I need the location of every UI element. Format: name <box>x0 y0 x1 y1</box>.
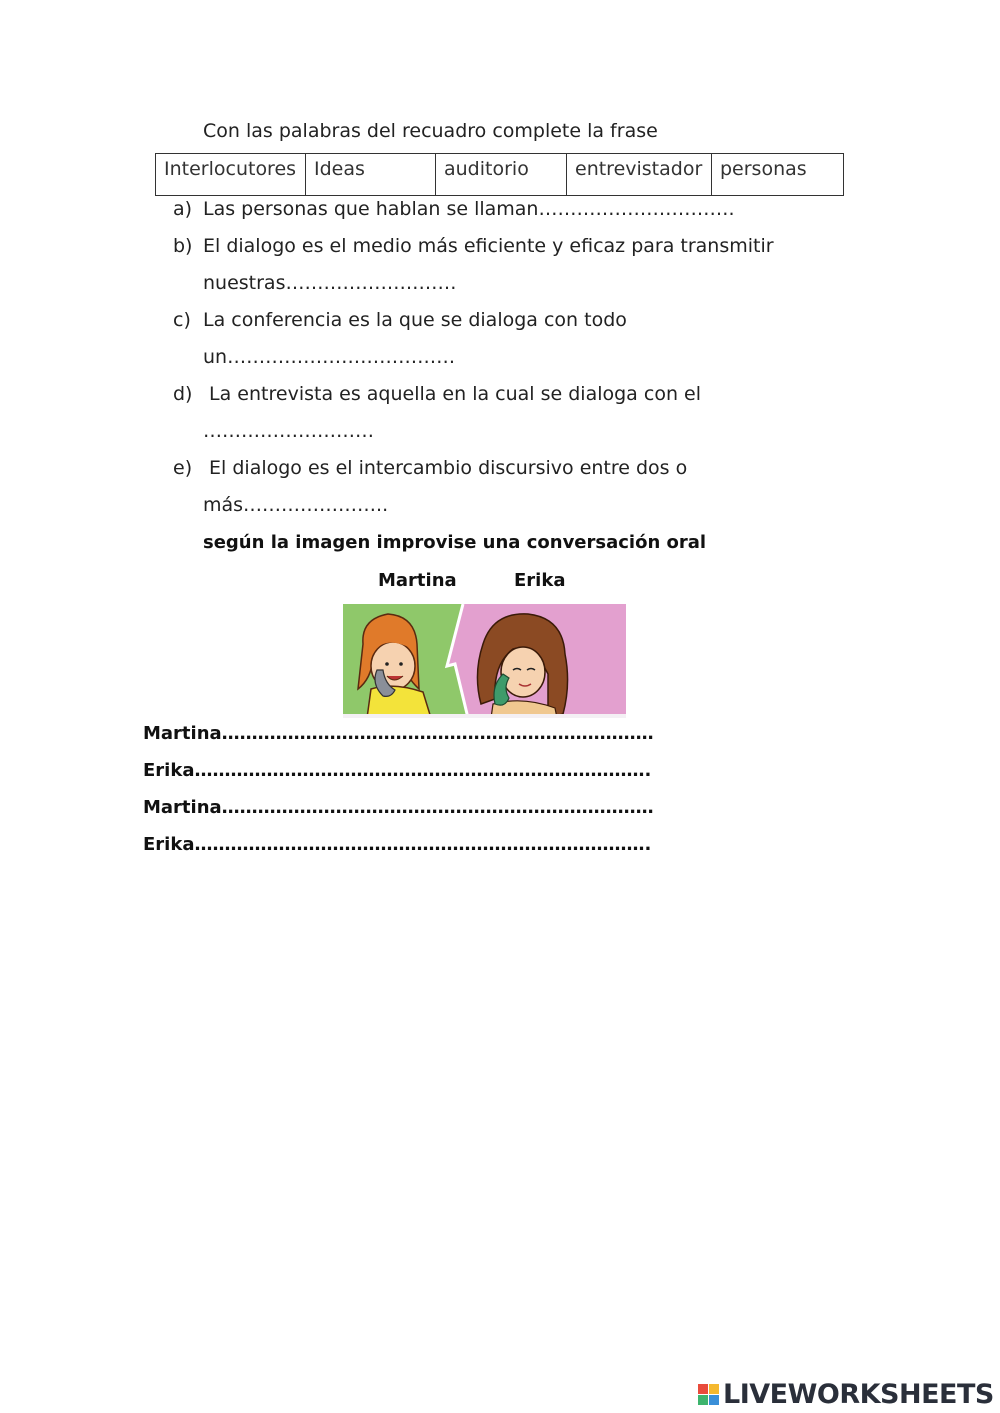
word-box-cell: personas <box>712 154 844 196</box>
question-d <box>173 383 701 405</box>
character-name-left: Martina <box>378 570 457 591</box>
question-e-blank: más………………….. <box>203 494 389 516</box>
question-text: El dialogo es el intercambio discursivo entre dos o <box>203 457 688 479</box>
dialogue-line-4: Erika…………………………………………………………………. <box>143 834 652 855</box>
instruction-text: Con las palabras del recuadro complete la frase <box>203 120 658 142</box>
character-name-right: Erika <box>514 570 566 591</box>
question-c-blank: un……………………………… <box>203 346 456 368</box>
word-box-cell: auditorio <box>436 154 567 196</box>
question-b <box>173 235 774 257</box>
dialogue-line-2: Erika…………………………………………………………………. <box>143 760 652 781</box>
logo-text: LIVEWORKSHEETS <box>723 1378 994 1410</box>
question-text: Las personas que hablan se llaman…………………………. <box>203 198 735 220</box>
word-box-cell: entrevistador <box>567 154 712 196</box>
question-text: La conferencia es la que se dialoga con todo <box>203 309 627 331</box>
question-text: La entrevista es aquella en la cual se dialoga con el <box>203 383 701 405</box>
question-d-blank: ……………………… <box>203 420 374 442</box>
question-b-blank: nuestras……………………… <box>203 272 457 294</box>
word-box-table <box>155 153 844 196</box>
liveworksheets-logo <box>698 1376 994 1412</box>
question-e <box>173 457 687 479</box>
dialogue-line-1: Martina……………………………………………………………… <box>143 723 654 744</box>
question-c <box>173 309 627 331</box>
conversation-prompt: según la imagen improvise una conversación oral <box>203 532 707 553</box>
question-text: El dialogo es el medio más eficiente y eficaz para transmitir <box>203 235 774 257</box>
question-label: d) <box>173 383 193 405</box>
word-box-cell: Interlocutores <box>156 154 306 196</box>
question-label: b) <box>173 235 193 257</box>
dialogue-line-3: Martina……………………………………………………………… <box>143 797 654 818</box>
question-a <box>173 198 735 220</box>
phone-call-illustration <box>343 604 626 718</box>
logo-mark-icon <box>698 1384 719 1405</box>
question-label: a) <box>173 198 193 220</box>
question-label: c) <box>173 309 191 331</box>
question-label: e) <box>173 457 193 479</box>
word-box-cell: Ideas <box>306 154 436 196</box>
